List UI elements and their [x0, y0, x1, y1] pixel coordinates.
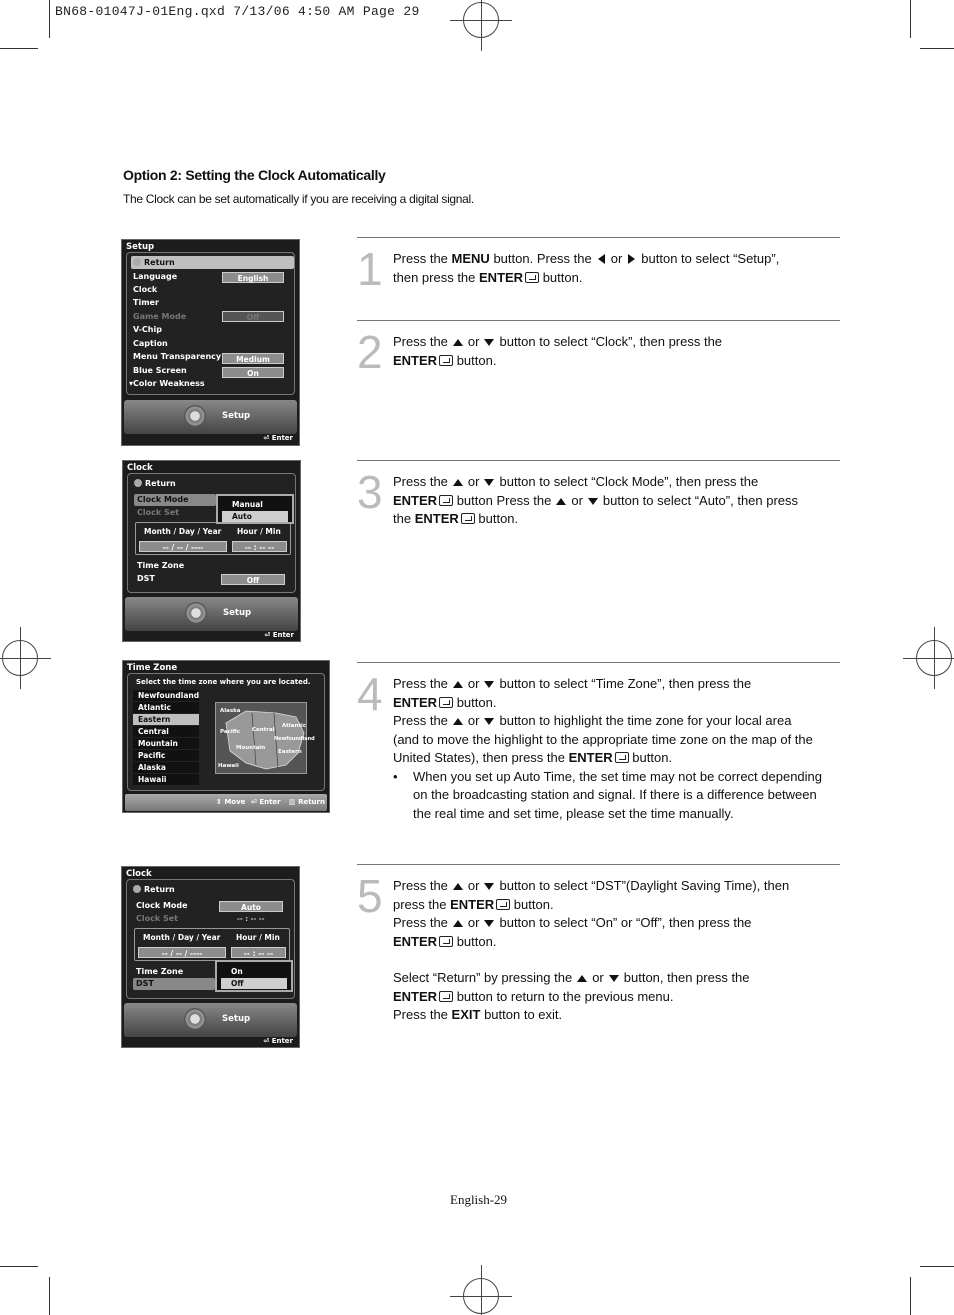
up-arrow-icon — [453, 479, 463, 486]
enter-key: ENTER — [393, 352, 438, 368]
map-label: Atlantic — [282, 723, 307, 729]
down-arrow-icon — [484, 681, 494, 688]
tv-menu-item[interactable]: Clock — [133, 285, 158, 294]
timezone-item[interactable]: Mountain — [133, 738, 199, 749]
enter-key: ENTER — [393, 988, 438, 1004]
tv-enter-hint — [264, 631, 294, 639]
return-icon — [134, 479, 142, 487]
tv-menu-panel — [127, 673, 325, 791]
text: or — [467, 334, 480, 349]
text: or — [610, 251, 623, 266]
timezone-prompt: Select the time zone where you are located. — [136, 678, 311, 686]
tv-footer — [124, 400, 297, 434]
time-label: Hour / Min — [236, 933, 280, 942]
text: button. — [456, 352, 497, 368]
dropdown-option-selected[interactable]: Auto — [222, 511, 288, 522]
text: Press the — [393, 915, 448, 930]
text: button. Press the — [493, 251, 592, 266]
text: or — [592, 970, 604, 985]
crop-mark — [0, 48, 38, 49]
step-instructions — [393, 333, 838, 370]
step-instructions — [393, 473, 838, 529]
text: or — [467, 878, 480, 893]
tv-value: -- : -- -- — [237, 915, 265, 923]
text: button to select “Clock Mode”, then press the — [499, 474, 759, 489]
tv-menu-panel — [126, 252, 295, 395]
scroll-down-icon: ▾ — [129, 379, 134, 388]
date-label: Month / Day / Year — [144, 527, 222, 536]
tv-menu-item: Clock Set — [137, 508, 179, 517]
timezone-map[interactable] — [215, 702, 315, 774]
down-arrow-icon — [484, 718, 494, 725]
enter-icon — [461, 513, 475, 524]
text: Press the — [393, 713, 448, 728]
text: or — [467, 713, 480, 728]
timezone-item[interactable]: Atlantic — [133, 702, 199, 713]
step-1 — [357, 237, 840, 321]
exit-key: EXIT — [451, 1007, 481, 1022]
enter-icon — [439, 697, 453, 708]
text: or — [467, 474, 480, 489]
tv-enter-label: Enter — [272, 631, 294, 639]
text: button to select “Auto”, then press — [602, 492, 799, 508]
enter-icon: ⏎ — [264, 631, 273, 639]
map-label: Newfoundland — [274, 736, 315, 742]
date-time-box — [135, 522, 291, 555]
tv-menu-panel — [127, 473, 296, 593]
down-arrow-icon — [484, 479, 494, 486]
enter-key: ENTER — [568, 750, 613, 765]
tv-timezone-menu — [122, 660, 330, 813]
return-icon — [133, 885, 141, 893]
tv-menu-item[interactable]: Time Zone — [137, 561, 185, 570]
text: button. — [542, 269, 583, 285]
return-label: Return — [298, 798, 325, 806]
date-time-box — [134, 928, 290, 961]
text: button to select “Time Zone”, then press the — [499, 676, 752, 691]
tv-menu-item[interactable]: V-Chip — [133, 325, 162, 334]
date-label: Month / Day / Year — [143, 933, 221, 942]
tv-value: Off — [222, 311, 284, 322]
tv-menu-panel — [126, 879, 295, 999]
crop-mark — [0, 1266, 38, 1267]
text: button to select “On” or “Off”, then press the — [499, 915, 752, 930]
tv-item-label: Return — [144, 885, 175, 894]
text: button, then press the — [623, 970, 750, 985]
text: the — [393, 511, 412, 526]
text: button to select “Clock”, then press the — [499, 334, 723, 349]
enter-icon — [496, 899, 510, 910]
crop-mark — [910, 0, 911, 38]
down-arrow-icon — [484, 339, 494, 346]
move-label: Move — [224, 798, 246, 806]
crop-mark — [910, 1277, 911, 1315]
enter-icon — [615, 752, 629, 763]
text: Press the — [393, 676, 448, 691]
enter-key: ENTER — [450, 896, 495, 912]
tv-enter-hint — [263, 434, 293, 442]
tv-menu-item[interactable] — [133, 884, 175, 896]
down-arrow-icon — [609, 975, 619, 982]
step-4 — [357, 662, 840, 864]
text: button. — [478, 511, 519, 526]
time-label: Hour / Min — [237, 527, 281, 536]
up-arrow-icon — [453, 339, 463, 346]
dst-dropdown[interactable] — [215, 960, 293, 992]
enter-label: Enter — [259, 798, 281, 806]
tv-menu-item[interactable]: Clock Mode — [137, 495, 189, 504]
enter-icon — [439, 495, 453, 506]
tv-value: English — [222, 272, 284, 283]
text: (and to move the highlight to the appropriate time zone on the map of the — [393, 731, 813, 747]
tv-menu-item[interactable]: Clock Mode — [136, 901, 188, 910]
text: button to select “DST”(Daylight Saving Time), then — [499, 878, 790, 893]
map-label: Alaska — [220, 708, 241, 714]
tv-value: Medium — [222, 353, 284, 364]
tv-enter-label: Enter — [271, 1037, 293, 1045]
section-title: Option 2: Setting the Clock Automatically — [123, 167, 386, 183]
step-number: 4 — [357, 668, 383, 720]
step-instructions — [393, 250, 838, 287]
text: button. — [632, 750, 673, 765]
dropdown-option[interactable]: On — [231, 967, 243, 976]
text: or — [571, 492, 583, 508]
tv-value: Off — [221, 574, 285, 585]
timezone-item[interactable]: Central — [133, 726, 199, 737]
gear-icon — [184, 1008, 206, 1030]
tv-menu-item: Clock Set — [136, 914, 178, 923]
text: press the — [393, 896, 447, 912]
crop-mark — [49, 1277, 50, 1315]
return-icon — [133, 258, 141, 266]
section-intro: The Clock can be set automatically if you are receiving a digital signal. — [123, 192, 474, 206]
print-header: BN68-01047J-01Eng.qxd 7/13/06 4:50 AM Page 29 — [55, 4, 420, 19]
step-number: 2 — [357, 326, 383, 378]
tv-menu-item[interactable]: Language — [133, 272, 178, 281]
tv-item-label: Return — [145, 479, 176, 488]
tv-footer-label: Setup — [222, 411, 251, 421]
text: Select “Return” by pressing the — [393, 970, 573, 985]
tv-value: Auto — [219, 901, 283, 912]
tv-menu-item[interactable]: DST — [136, 979, 154, 988]
text: button to highlight the time zone for your local area — [499, 713, 792, 728]
time-value: -- : -- -- — [231, 947, 286, 958]
text: Press the — [393, 1007, 448, 1022]
tv-menu-title: Clock — [126, 869, 152, 879]
step-number: 5 — [357, 870, 383, 922]
tv-menu-item[interactable]: DST — [137, 574, 155, 583]
tv-setup-menu — [121, 239, 300, 446]
crop-mark — [49, 0, 50, 38]
up-arrow-icon — [453, 718, 463, 725]
enter-key: ENTER — [479, 269, 524, 285]
step-instructions — [393, 877, 838, 1025]
text: button. — [456, 694, 497, 710]
enter-icon: ⏎ — [251, 798, 260, 806]
up-arrow-icon — [453, 883, 463, 890]
tv-menu-item[interactable]: Time Zone — [136, 967, 184, 976]
registration-mark — [916, 640, 952, 676]
step-2 — [357, 320, 840, 460]
tv-item-label: Color Weakness — [133, 379, 205, 388]
move-hint — [216, 798, 245, 806]
enter-key: ENTER — [393, 492, 438, 508]
map-label: Hawaii — [218, 763, 239, 769]
timezone-item[interactable]: Hawaii — [133, 774, 199, 785]
text: button. — [513, 896, 554, 912]
clock-mode-dropdown[interactable] — [216, 494, 294, 524]
tv-footer-label: Setup — [222, 1014, 251, 1024]
timezone-item[interactable]: Pacific — [133, 750, 199, 761]
tv-menu-item[interactable] — [134, 478, 176, 490]
text: button to exit. — [484, 1007, 563, 1022]
text: then press the — [393, 269, 476, 285]
enter-key: ENTER — [393, 933, 438, 949]
up-arrow-icon — [556, 498, 566, 505]
registration-mark — [2, 640, 38, 676]
map-label: Pacific — [220, 729, 241, 735]
note-bullet: • When you set up Auto Time, the set time may not be correct depending on the broadcasting station and signal. If there is a difference between the real time and set time, please set the time manually. — [393, 768, 838, 824]
tv-menu-item[interactable]: Caption — [133, 339, 168, 348]
tv-enter-label: Enter — [271, 434, 293, 442]
up-arrow-icon — [577, 975, 587, 982]
time-value: -- : -- -- — [232, 541, 287, 552]
step-number: 1 — [357, 243, 383, 295]
text: United States), then press the — [393, 750, 565, 765]
date-value: -- / -- / ---- — [139, 541, 227, 552]
enter-icon — [439, 355, 453, 366]
tv-clock-menu — [122, 460, 301, 642]
text: button Press the — [456, 492, 552, 508]
up-down-icon: ⇕ — [216, 798, 225, 806]
up-arrow-icon — [453, 681, 463, 688]
map-label: Mountain — [236, 745, 266, 751]
tv-footer — [125, 597, 298, 631]
gear-icon — [184, 405, 206, 427]
map-label: Eastern — [278, 749, 302, 755]
timezone-item[interactable]: Alaska — [133, 762, 199, 773]
text: button to select “Setup”, — [641, 251, 780, 266]
step-number: 3 — [357, 466, 383, 518]
page-number: English-29 — [450, 1192, 508, 1207]
crop-mark — [920, 48, 954, 49]
tv-menu-item[interactable]: Blue Screen — [133, 366, 187, 375]
timezone-item[interactable]: Newfoundland — [133, 690, 199, 701]
step-instructions — [393, 675, 838, 823]
enter-icon — [439, 936, 453, 947]
tv-clock-dst-menu — [121, 866, 300, 1048]
text: or — [467, 915, 480, 930]
registration-mark — [463, 1278, 499, 1314]
text: Press the — [393, 251, 448, 266]
tv-menu-item[interactable]: Timer — [133, 298, 159, 307]
down-arrow-icon — [484, 883, 494, 890]
tv-menu-title: Time Zone — [127, 663, 178, 673]
enter-icon — [439, 991, 453, 1002]
tv-enter-hint — [263, 1037, 293, 1045]
timezone-item-selected[interactable]: Eastern — [133, 714, 199, 725]
down-arrow-icon — [588, 498, 598, 505]
tv-footer-bar — [125, 794, 327, 811]
crop-mark — [920, 1266, 954, 1267]
step-5 — [357, 864, 840, 1044]
enter-key: ENTER — [393, 694, 438, 710]
gear-icon — [185, 602, 207, 624]
enter-key: ENTER — [414, 511, 459, 526]
text: Press the — [393, 474, 448, 489]
up-arrow-icon — [453, 920, 463, 927]
text: button to return to the previous menu. — [456, 988, 674, 1004]
tv-menu-item[interactable] — [133, 257, 175, 269]
enter-icon — [525, 272, 539, 283]
enter-icon: ⏎ — [263, 1037, 272, 1045]
tv-menu-item[interactable] — [129, 378, 205, 390]
right-arrow-icon — [628, 254, 635, 264]
enter-hint — [251, 798, 281, 806]
text: Press the — [393, 878, 448, 893]
down-arrow-icon — [484, 920, 494, 927]
map-label: Central — [252, 727, 275, 733]
tv-item-label: Return — [144, 258, 175, 267]
registration-mark — [463, 2, 499, 38]
return-hint — [289, 798, 325, 806]
text: button. — [456, 933, 497, 949]
step-3 — [357, 460, 840, 662]
menu-key: MENU — [451, 251, 490, 266]
tv-value: On — [222, 367, 284, 378]
dropdown-option-selected[interactable]: Off — [221, 978, 287, 989]
tv-menu-title: Setup — [126, 242, 155, 252]
dropdown-option[interactable]: Manual — [232, 500, 263, 509]
return-icon: ▥ — [289, 798, 299, 806]
tv-footer-label: Setup — [223, 608, 252, 618]
tv-menu-item[interactable]: Menu Transparency — [133, 352, 222, 361]
tv-menu-title: Clock — [127, 463, 153, 473]
timezone-list — [133, 690, 199, 786]
date-value: -- / -- / ---- — [138, 947, 226, 958]
text: or — [467, 676, 480, 691]
tv-footer — [124, 1003, 297, 1037]
text: Press the — [393, 334, 448, 349]
tv-menu-item: Game Mode — [133, 312, 187, 321]
left-arrow-icon — [598, 254, 605, 264]
enter-icon: ⏎ — [263, 434, 272, 442]
